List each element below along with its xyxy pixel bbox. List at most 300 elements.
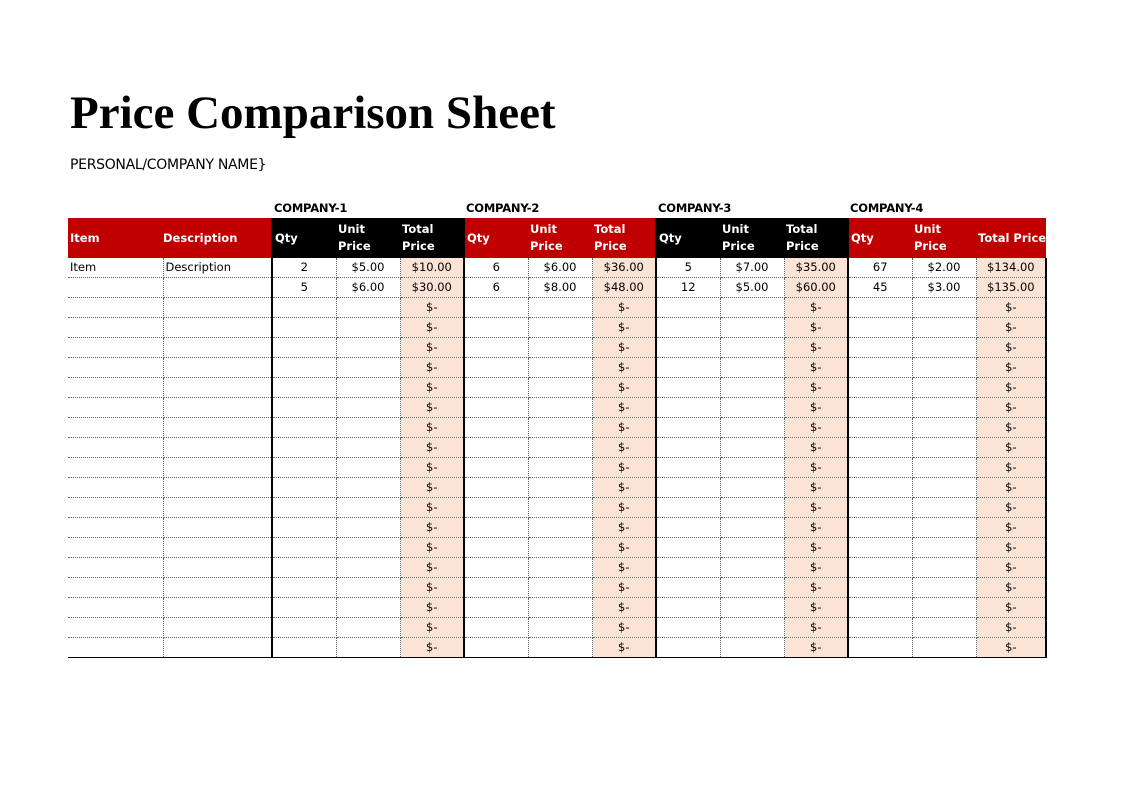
total-price-cell[interactable]: $- — [976, 558, 1046, 578]
qty-cell[interactable]: 5 — [272, 278, 336, 298]
total-price-cell[interactable]: $- — [592, 458, 656, 478]
qty-cell[interactable] — [272, 518, 336, 538]
total-price-cell[interactable]: $- — [976, 538, 1046, 558]
unit-price-cell[interactable] — [336, 358, 400, 378]
total-price-cell[interactable]: $- — [592, 378, 656, 398]
unit-price-cell[interactable] — [720, 578, 784, 598]
qty-cell[interactable] — [848, 398, 912, 418]
unit-price-cell[interactable] — [912, 378, 976, 398]
unit-price-cell[interactable] — [528, 338, 592, 358]
qty-cell[interactable] — [464, 358, 528, 378]
unit-price-cell[interactable]: $5.00 — [336, 258, 400, 278]
total-price-cell[interactable]: $- — [592, 358, 656, 378]
total-price-cell[interactable]: $- — [400, 518, 464, 538]
unit-price-cell[interactable] — [912, 518, 976, 538]
qty-cell[interactable] — [656, 458, 720, 478]
total-price-cell[interactable]: $35.00 — [784, 258, 848, 278]
total-price-cell[interactable]: $- — [784, 618, 848, 638]
description-cell[interactable] — [163, 418, 272, 438]
unit-price-cell[interactable] — [528, 398, 592, 418]
unit-price-cell[interactable] — [912, 318, 976, 338]
total-price-cell[interactable]: $- — [784, 538, 848, 558]
unit-price-cell[interactable] — [720, 338, 784, 358]
qty-cell[interactable] — [464, 638, 528, 658]
qty-cell[interactable] — [656, 578, 720, 598]
qty-cell[interactable] — [848, 638, 912, 658]
unit-price-cell[interactable]: $6.00 — [336, 278, 400, 298]
total-price-cell[interactable]: $10.00 — [400, 258, 464, 278]
description-cell[interactable] — [163, 298, 272, 318]
description-cell[interactable] — [163, 278, 272, 298]
unit-price-cell[interactable] — [720, 598, 784, 618]
unit-price-cell[interactable] — [720, 358, 784, 378]
total-price-cell[interactable]: $- — [784, 298, 848, 318]
qty-cell[interactable] — [272, 298, 336, 318]
unit-price-cell[interactable] — [528, 538, 592, 558]
unit-price-cell[interactable] — [912, 358, 976, 378]
item-cell[interactable] — [68, 538, 163, 558]
total-price-cell[interactable]: $- — [592, 498, 656, 518]
item-cell[interactable]: Item — [68, 258, 163, 278]
qty-cell[interactable] — [464, 578, 528, 598]
total-price-cell[interactable]: $- — [400, 358, 464, 378]
total-price-cell[interactable]: $- — [976, 358, 1046, 378]
unit-price-cell[interactable] — [336, 458, 400, 478]
total-price-cell[interactable]: $- — [400, 638, 464, 658]
qty-cell[interactable] — [464, 458, 528, 478]
item-cell[interactable] — [68, 578, 163, 598]
unit-price-cell[interactable] — [528, 478, 592, 498]
unit-price-cell[interactable] — [528, 618, 592, 638]
qty-cell[interactable] — [464, 498, 528, 518]
header-unit-price: Unit Price — [720, 218, 784, 258]
qty-cell[interactable] — [656, 298, 720, 318]
qty-cell[interactable] — [464, 318, 528, 338]
unit-price-cell[interactable] — [912, 578, 976, 598]
qty-cell[interactable] — [656, 358, 720, 378]
total-price-cell[interactable]: $- — [976, 318, 1046, 338]
unit-price-cell[interactable] — [528, 518, 592, 538]
total-price-cell[interactable]: $- — [976, 478, 1046, 498]
item-cell[interactable] — [68, 598, 163, 618]
qty-cell[interactable] — [848, 558, 912, 578]
unit-price-cell[interactable] — [336, 298, 400, 318]
total-price-cell[interactable]: $- — [592, 438, 656, 458]
total-price-cell[interactable]: $- — [400, 598, 464, 618]
description-cell[interactable] — [163, 438, 272, 458]
unit-price-cell[interactable] — [912, 638, 976, 658]
qty-cell[interactable] — [656, 638, 720, 658]
unit-price-cell[interactable] — [720, 478, 784, 498]
qty-cell[interactable] — [656, 558, 720, 578]
qty-cell[interactable] — [464, 558, 528, 578]
unit-price-cell[interactable] — [336, 598, 400, 618]
qty-cell[interactable] — [464, 398, 528, 418]
company-3-label: COMPANY-3 — [658, 201, 732, 215]
description-cell[interactable] — [163, 578, 272, 598]
total-price-cell[interactable]: $- — [976, 338, 1046, 358]
qty-cell[interactable] — [464, 378, 528, 398]
description-cell[interactable] — [163, 378, 272, 398]
page-title: Price Comparison Sheet — [70, 87, 556, 139]
qty-cell[interactable] — [272, 358, 336, 378]
unit-price-cell[interactable] — [720, 438, 784, 458]
unit-price-cell[interactable]: $2.00 — [912, 258, 976, 278]
total-price-cell[interactable]: $- — [400, 538, 464, 558]
total-price-cell[interactable]: $- — [976, 418, 1046, 438]
unit-price-cell[interactable] — [336, 638, 400, 658]
unit-price-cell[interactable] — [528, 498, 592, 518]
unit-price-cell[interactable] — [720, 398, 784, 418]
description-cell[interactable] — [163, 598, 272, 618]
qty-cell[interactable] — [272, 458, 336, 478]
total-price-cell[interactable]: $- — [784, 518, 848, 538]
total-price-cell[interactable]: $- — [784, 378, 848, 398]
qty-cell[interactable] — [464, 478, 528, 498]
unit-price-cell[interactable] — [336, 438, 400, 458]
qty-cell[interactable] — [656, 618, 720, 638]
total-price-cell[interactable]: $- — [400, 618, 464, 638]
unit-price-cell[interactable]: $3.00 — [912, 278, 976, 298]
description-cell[interactable] — [163, 518, 272, 538]
header-total-price: Total Price — [592, 218, 656, 258]
unit-price-cell[interactable] — [912, 458, 976, 478]
total-price-cell[interactable]: $- — [400, 438, 464, 458]
unit-price-cell[interactable] — [912, 298, 976, 318]
total-price-cell[interactable]: $- — [784, 498, 848, 518]
item-cell[interactable] — [68, 478, 163, 498]
unit-price-cell[interactable] — [720, 458, 784, 478]
item-cell[interactable] — [68, 638, 163, 658]
total-price-cell[interactable]: $- — [592, 598, 656, 618]
total-price-cell[interactable]: $- — [784, 458, 848, 478]
qty-cell[interactable]: 5 — [656, 258, 720, 278]
unit-price-cell[interactable] — [528, 378, 592, 398]
total-price-cell[interactable]: $135.00 — [976, 278, 1046, 298]
unit-price-cell[interactable] — [528, 318, 592, 338]
total-price-cell[interactable]: $- — [784, 318, 848, 338]
qty-cell[interactable] — [848, 618, 912, 638]
total-price-cell[interactable]: $- — [592, 298, 656, 318]
table-row — [68, 518, 1046, 538]
total-price-cell[interactable]: $36.00 — [592, 258, 656, 278]
unit-price-cell[interactable] — [912, 558, 976, 578]
qty-cell[interactable] — [656, 538, 720, 558]
total-price-cell[interactable]: $- — [400, 318, 464, 338]
description-cell[interactable] — [163, 318, 272, 338]
unit-price-cell[interactable] — [720, 518, 784, 538]
table-row — [68, 638, 1046, 658]
total-price-cell[interactable]: $- — [976, 498, 1046, 518]
total-price-cell[interactable]: $- — [784, 478, 848, 498]
total-price-cell[interactable]: $- — [976, 378, 1046, 398]
total-price-cell[interactable]: $- — [976, 618, 1046, 638]
qty-cell[interactable] — [272, 438, 336, 458]
qty-cell[interactable] — [656, 438, 720, 458]
unit-price-cell[interactable] — [912, 498, 976, 518]
unit-price-cell[interactable]: $8.00 — [528, 278, 592, 298]
qty-cell[interactable] — [464, 598, 528, 618]
header-total-price: Total Price — [976, 218, 1046, 258]
qty-cell[interactable] — [464, 298, 528, 318]
total-price-cell[interactable]: $- — [976, 518, 1046, 538]
qty-cell[interactable] — [464, 338, 528, 358]
total-price-cell[interactable]: $- — [784, 338, 848, 358]
unit-price-cell[interactable] — [336, 618, 400, 638]
description-cell[interactable] — [163, 638, 272, 658]
qty-cell[interactable] — [656, 398, 720, 418]
unit-price-cell[interactable] — [336, 418, 400, 438]
qty-cell[interactable] — [272, 318, 336, 338]
unit-price-cell[interactable] — [528, 358, 592, 378]
qty-cell[interactable] — [656, 378, 720, 398]
qty-cell[interactable] — [464, 438, 528, 458]
unit-price-cell[interactable] — [912, 538, 976, 558]
qty-cell[interactable] — [656, 478, 720, 498]
unit-price-cell[interactable] — [528, 578, 592, 598]
table-row — [68, 458, 1046, 478]
qty-cell[interactable] — [464, 518, 528, 538]
total-price-cell[interactable]: $- — [592, 418, 656, 438]
unit-price-cell[interactable] — [912, 598, 976, 618]
qty-cell[interactable] — [656, 598, 720, 618]
unit-price-cell[interactable] — [336, 378, 400, 398]
header-total-price: Total Price — [784, 218, 848, 258]
unit-price-cell[interactable] — [528, 298, 592, 318]
qty-cell[interactable] — [272, 418, 336, 438]
header-unit-price: Unit Price — [528, 218, 592, 258]
qty-cell[interactable] — [848, 438, 912, 458]
total-price-cell[interactable]: $- — [592, 318, 656, 338]
qty-cell[interactable] — [272, 618, 336, 638]
unit-price-cell[interactable] — [912, 478, 976, 498]
company-name-field[interactable]: PERSONAL/COMPANY NAME} — [70, 157, 267, 173]
total-price-cell[interactable]: $- — [592, 558, 656, 578]
description-cell[interactable] — [163, 538, 272, 558]
total-price-cell[interactable]: $- — [400, 398, 464, 418]
total-price-cell[interactable]: $- — [400, 418, 464, 438]
price-comparison-table — [68, 218, 1047, 658]
item-cell[interactable] — [68, 338, 163, 358]
qty-cell[interactable]: 45 — [848, 278, 912, 298]
total-price-cell[interactable]: $- — [400, 558, 464, 578]
total-price-cell[interactable]: $- — [592, 578, 656, 598]
total-price-cell[interactable]: $30.00 — [400, 278, 464, 298]
total-price-cell[interactable]: $134.00 — [976, 258, 1046, 278]
qty-cell[interactable] — [272, 338, 336, 358]
total-price-cell[interactable]: $- — [976, 638, 1046, 658]
total-price-cell[interactable]: $- — [784, 418, 848, 438]
qty-cell[interactable] — [848, 538, 912, 558]
unit-price-cell[interactable] — [912, 338, 976, 358]
qty-cell[interactable] — [272, 478, 336, 498]
total-price-cell[interactable]: $- — [592, 398, 656, 418]
item-cell[interactable] — [68, 318, 163, 338]
total-price-cell[interactable]: $- — [592, 618, 656, 638]
qty-cell[interactable] — [464, 418, 528, 438]
qty-cell[interactable] — [848, 518, 912, 538]
unit-price-cell[interactable] — [720, 538, 784, 558]
unit-price-cell[interactable] — [528, 638, 592, 658]
table-row — [68, 438, 1046, 458]
unit-price-cell[interactable] — [528, 598, 592, 618]
total-price-cell[interactable]: $- — [400, 338, 464, 358]
qty-cell[interactable]: 6 — [464, 258, 528, 278]
qty-cell[interactable] — [272, 538, 336, 558]
item-cell[interactable] — [68, 558, 163, 578]
unit-price-cell[interactable] — [336, 518, 400, 538]
description-cell[interactable] — [163, 618, 272, 638]
unit-price-cell[interactable] — [720, 378, 784, 398]
unit-price-cell[interactable] — [336, 558, 400, 578]
total-price-cell[interactable]: $- — [976, 598, 1046, 618]
item-cell[interactable] — [68, 518, 163, 538]
unit-price-cell[interactable]: $5.00 — [720, 278, 784, 298]
qty-cell[interactable]: 6 — [464, 278, 528, 298]
total-price-cell[interactable]: $- — [976, 398, 1046, 418]
qty-cell[interactable] — [848, 298, 912, 318]
unit-price-cell[interactable] — [336, 338, 400, 358]
description-cell[interactable] — [163, 338, 272, 358]
total-price-cell[interactable]: $- — [784, 578, 848, 598]
qty-cell[interactable] — [848, 458, 912, 478]
total-price-cell[interactable]: $- — [976, 438, 1046, 458]
total-price-cell[interactable]: $- — [592, 538, 656, 558]
item-cell[interactable] — [68, 298, 163, 318]
qty-cell[interactable] — [848, 478, 912, 498]
header-total-price: Total Price — [400, 218, 464, 258]
item-cell[interactable] — [68, 278, 163, 298]
company-4-label: COMPANY-4 — [850, 201, 924, 215]
qty-cell[interactable] — [848, 598, 912, 618]
item-cell[interactable] — [68, 438, 163, 458]
table-row — [68, 418, 1046, 438]
qty-cell[interactable]: 67 — [848, 258, 912, 278]
qty-cell[interactable] — [848, 418, 912, 438]
unit-price-cell[interactable] — [912, 398, 976, 418]
description-cell[interactable] — [163, 498, 272, 518]
unit-price-cell[interactable] — [336, 498, 400, 518]
qty-cell[interactable] — [464, 538, 528, 558]
description-cell[interactable] — [163, 478, 272, 498]
qty-cell[interactable] — [656, 418, 720, 438]
qty-cell[interactable] — [848, 338, 912, 358]
qty-cell[interactable] — [272, 378, 336, 398]
total-price-cell[interactable]: $- — [976, 298, 1046, 318]
total-price-cell[interactable]: $48.00 — [592, 278, 656, 298]
total-price-cell[interactable]: $- — [592, 518, 656, 538]
unit-price-cell[interactable] — [912, 418, 976, 438]
description-cell[interactable] — [163, 458, 272, 478]
unit-price-cell[interactable] — [720, 638, 784, 658]
unit-price-cell[interactable] — [720, 618, 784, 638]
item-cell[interactable] — [68, 378, 163, 398]
total-price-cell[interactable]: $- — [400, 378, 464, 398]
qty-cell[interactable] — [272, 498, 336, 518]
total-price-cell[interactable]: $- — [400, 578, 464, 598]
unit-price-cell[interactable] — [336, 578, 400, 598]
unit-price-cell[interactable] — [720, 318, 784, 338]
total-price-cell[interactable]: $- — [400, 498, 464, 518]
qty-cell[interactable] — [656, 498, 720, 518]
item-cell[interactable] — [68, 398, 163, 418]
unit-price-cell[interactable]: $6.00 — [528, 258, 592, 278]
qty-cell[interactable] — [272, 398, 336, 418]
item-cell[interactable] — [68, 618, 163, 638]
item-cell[interactable] — [68, 418, 163, 438]
description-cell[interactable] — [163, 398, 272, 418]
qty-cell[interactable] — [272, 598, 336, 618]
unit-price-cell[interactable] — [720, 558, 784, 578]
unit-price-cell[interactable] — [336, 478, 400, 498]
qty-cell[interactable] — [656, 338, 720, 358]
total-price-cell[interactable]: $- — [784, 398, 848, 418]
unit-price-cell[interactable] — [720, 418, 784, 438]
total-price-cell[interactable]: $- — [592, 338, 656, 358]
total-price-cell[interactable]: $- — [592, 478, 656, 498]
unit-price-cell[interactable] — [528, 438, 592, 458]
unit-price-cell[interactable] — [528, 558, 592, 578]
qty-cell[interactable]: 2 — [272, 258, 336, 278]
unit-price-cell[interactable] — [720, 298, 784, 318]
total-price-cell[interactable]: $- — [400, 298, 464, 318]
item-cell[interactable] — [68, 458, 163, 478]
total-price-cell[interactable]: $- — [784, 638, 848, 658]
header-row — [68, 218, 1046, 258]
total-price-cell[interactable]: $- — [400, 478, 464, 498]
description-cell[interactable] — [163, 358, 272, 378]
total-price-cell[interactable]: $- — [784, 558, 848, 578]
qty-cell[interactable] — [848, 358, 912, 378]
unit-price-cell[interactable] — [528, 418, 592, 438]
qty-cell[interactable] — [272, 638, 336, 658]
total-price-cell[interactable]: $- — [976, 578, 1046, 598]
unit-price-cell[interactable] — [336, 318, 400, 338]
item-cell[interactable] — [68, 498, 163, 518]
total-price-cell[interactable]: $- — [400, 458, 464, 478]
unit-price-cell[interactable] — [336, 398, 400, 418]
table-row — [68, 478, 1046, 498]
total-price-cell[interactable]: $- — [976, 458, 1046, 478]
unit-price-cell[interactable] — [912, 618, 976, 638]
description-cell[interactable] — [163, 558, 272, 578]
total-price-cell[interactable]: $60.00 — [784, 278, 848, 298]
qty-cell[interactable] — [848, 318, 912, 338]
qty-cell[interactable] — [272, 558, 336, 578]
unit-price-cell[interactable] — [336, 538, 400, 558]
unit-price-cell[interactable] — [912, 438, 976, 458]
total-price-cell[interactable]: $- — [592, 638, 656, 658]
qty-cell[interactable] — [464, 618, 528, 638]
qty-cell[interactable]: 12 — [656, 278, 720, 298]
item-cell[interactable] — [68, 358, 163, 378]
table-row — [68, 298, 1046, 318]
qty-cell[interactable] — [656, 518, 720, 538]
total-price-cell[interactable]: $- — [784, 438, 848, 458]
qty-cell[interactable] — [848, 578, 912, 598]
description-cell[interactable]: Description — [163, 258, 272, 278]
unit-price-cell[interactable] — [528, 458, 592, 478]
unit-price-cell[interactable]: $7.00 — [720, 258, 784, 278]
header-description: Description — [163, 218, 272, 258]
qty-cell[interactable] — [272, 578, 336, 598]
qty-cell[interactable] — [656, 318, 720, 338]
qty-cell[interactable] — [848, 378, 912, 398]
qty-cell[interactable] — [848, 498, 912, 518]
total-price-cell[interactable]: $- — [784, 358, 848, 378]
total-price-cell[interactable]: $- — [784, 598, 848, 618]
unit-price-cell[interactable] — [720, 498, 784, 518]
